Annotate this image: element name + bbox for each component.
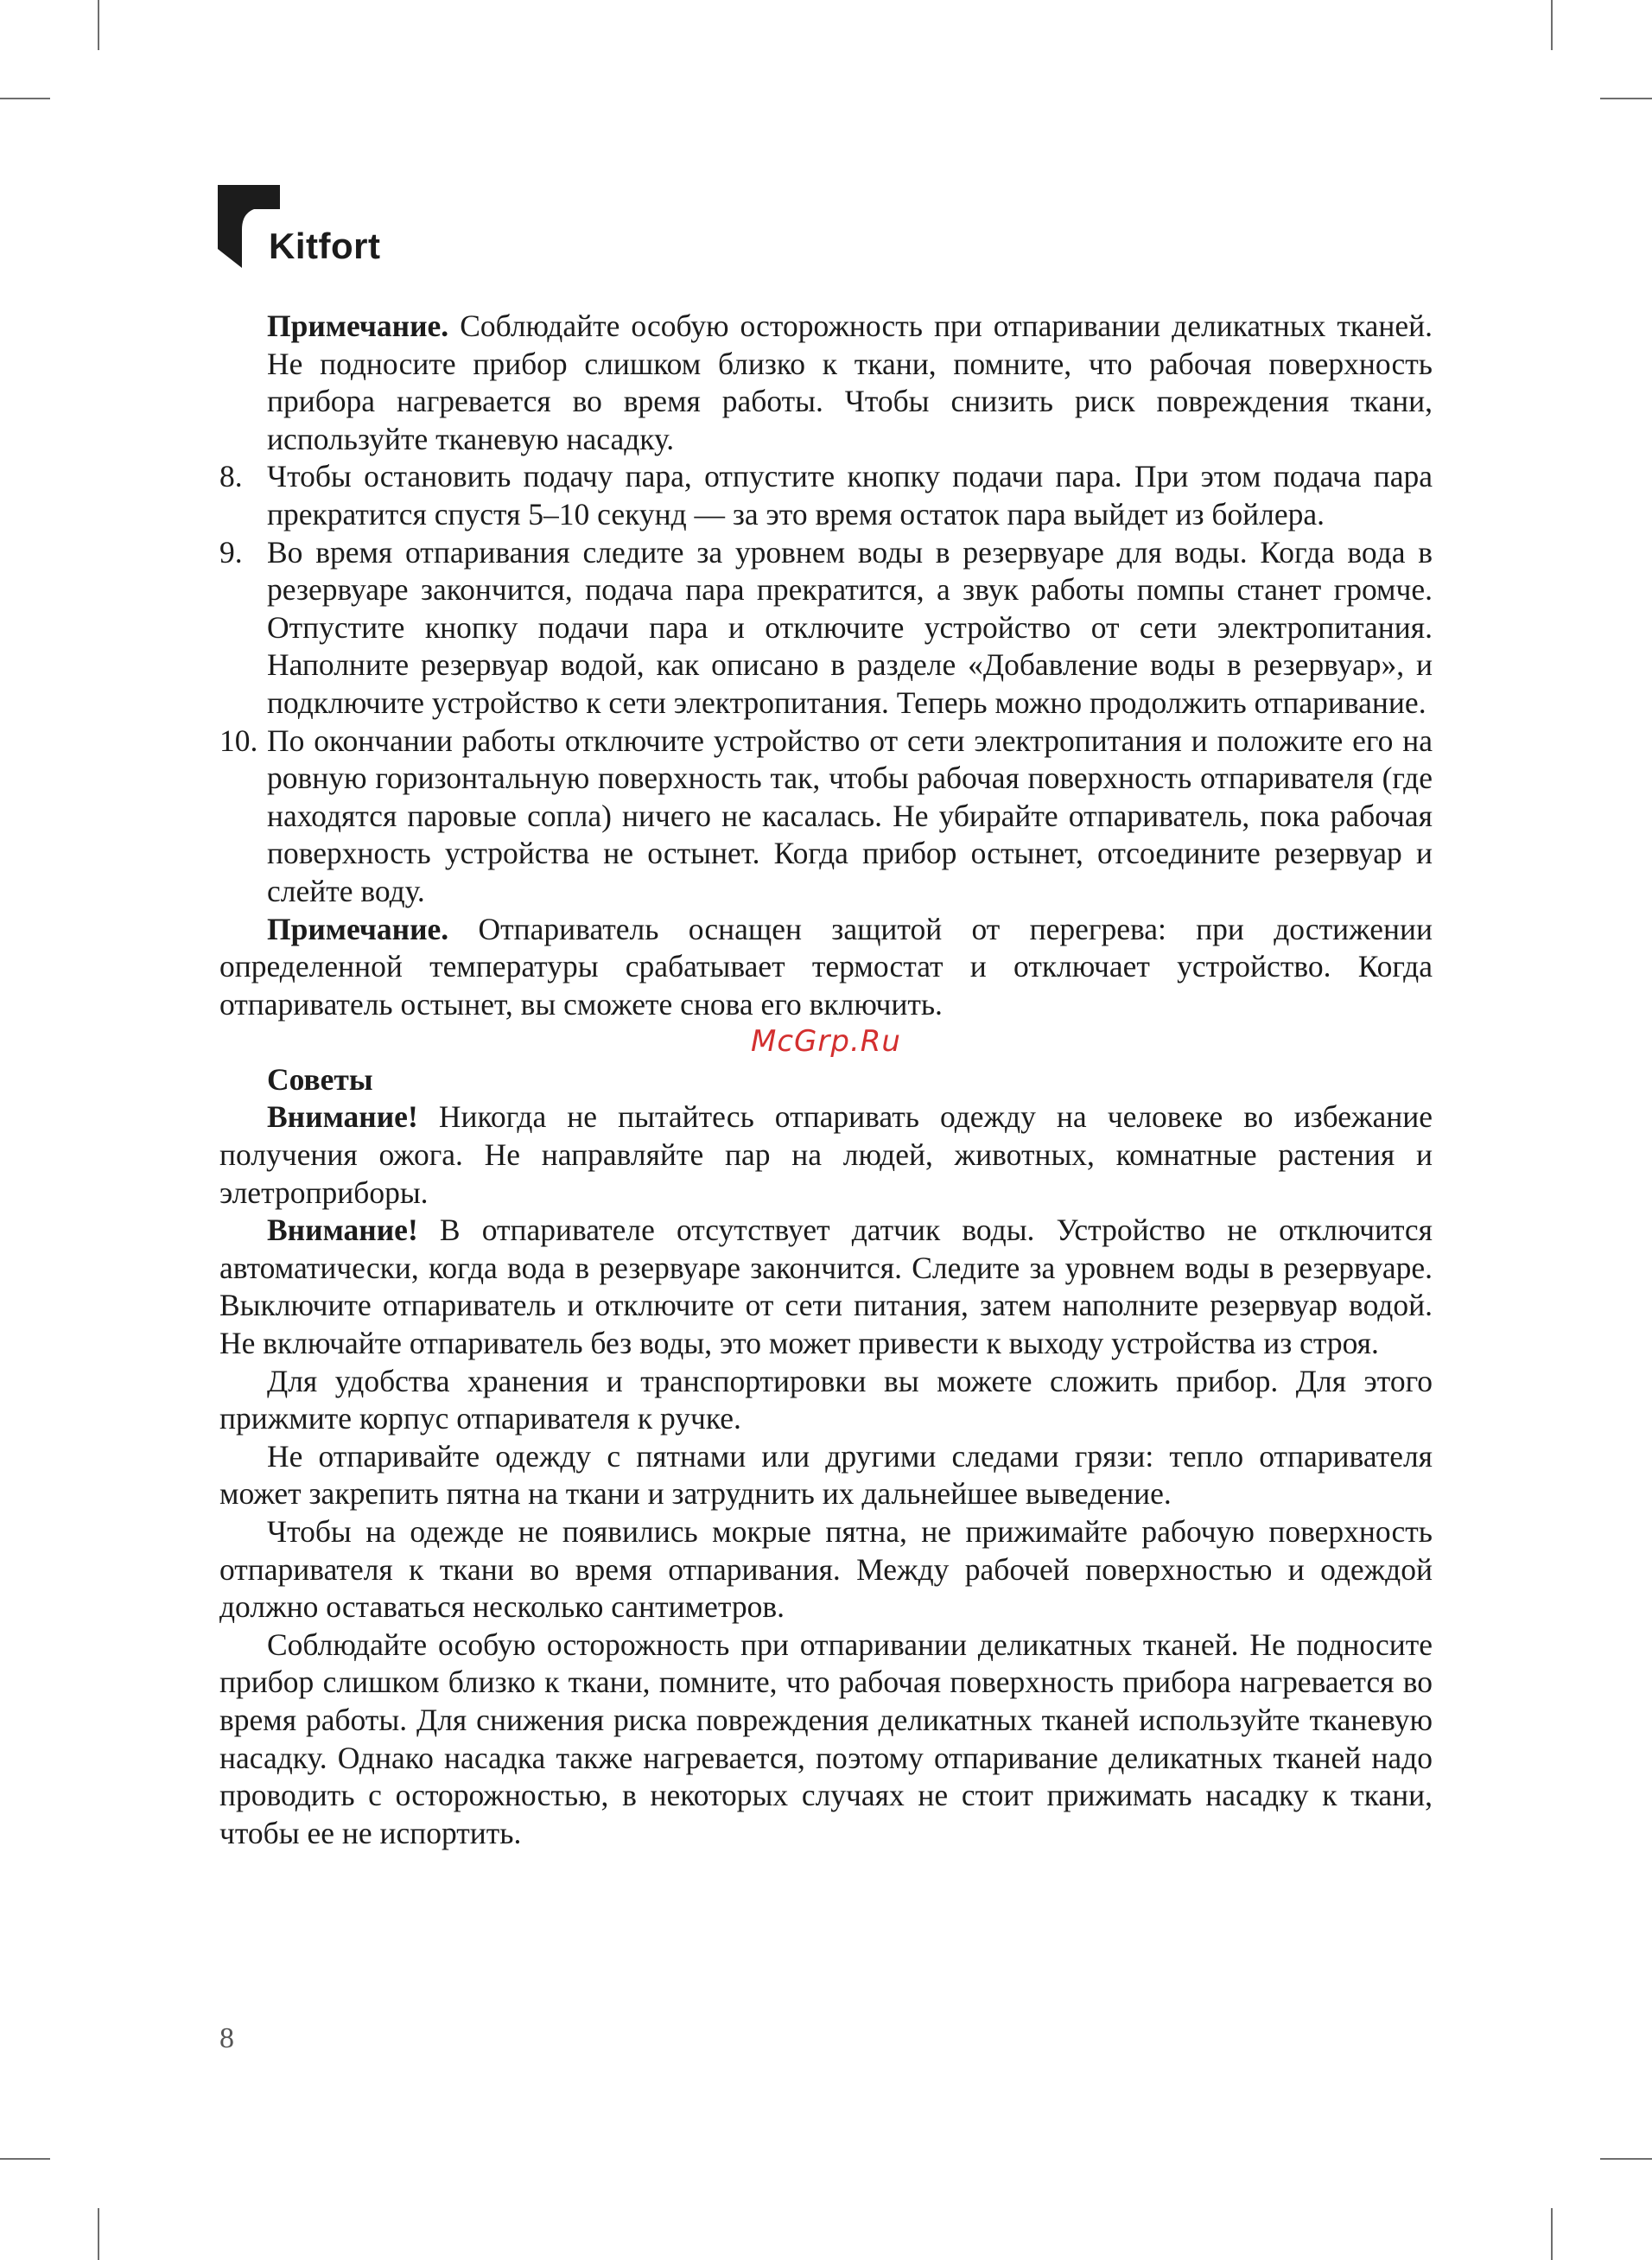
- step-item: [219, 458, 1433, 533]
- note-paragraph: [219, 911, 1433, 1024]
- brand-logo: [218, 185, 391, 271]
- tip-paragraph: Не отпаривайте одежду с пятнами или другими следами грязи: тепло отпаривателя может закрепить пятна на ткани и затруднить их дальнейшее выведение.: [219, 1438, 1433, 1512]
- tip-paragraph: Для удобства хранения и транспортировки вы можете сложить прибор. Для этого прижмите корпус отпаривателя к ручке.: [219, 1363, 1433, 1436]
- step-item: [219, 723, 1433, 911]
- crop-mark: [1551, 2208, 1553, 2260]
- step-text: Во время отпаривания следите за уровнем воды в резервуаре для воды. Когда вода в резервуаре закончится, подача пара прекратится, а звук работы помпы станет громче. Отпустите кнопку подачи пара и отключите устройство от сети электропитания. Наполните резервуар водой, как описано в разделе «Добавление воды в резервуар», и подключите устройство к сети электропитания. Теперь можно продолжить отпаривание.: [267, 534, 1433, 720]
- step-item: [219, 534, 1433, 723]
- warning-text: В отпаривателе отсутствует датчик воды. Устройство не отключится автоматически, когда вода в резервуаре закончится. Следите за уровнем воды в резервуаре. Выключите отпариватель и отключите от сети питания, затем наполните резервуар водой. Не включайте отпариватель без воды, это может привести к выходу устройства из строя.: [219, 1213, 1433, 1361]
- warning-label: Внимание!: [267, 1099, 418, 1135]
- step-number: 9.: [219, 534, 243, 570]
- crop-mark: [98, 0, 99, 50]
- step-number: 10.: [219, 723, 258, 758]
- crop-mark: [0, 2158, 50, 2160]
- tip-paragraph: Соблюдайте особую осторожность при отпаривании деликатных тканей. Не подносите прибор слишком близко к ткани, помните, что рабочая поверхность прибора нагревается во время работы. Для снижения риска повреждения деликатных тканей используйте тканевую насадку. Однако насадка также нагревается, поэтому отпаривание деликатных тканей надо проводить с осторожностью, в некоторых случаях не стоит прижимать насадку к ткани, чтобы ее не испортить.: [219, 1627, 1433, 1850]
- warning-text: Никогда не пытайтесь отпаривать одежду на человеке во избежание получения ожога. Не направляйте пар на людей, животных, комнатные растения и элетроприборы.: [219, 1099, 1433, 1210]
- page-content: [219, 308, 1433, 1852]
- crop-mark: [1551, 0, 1553, 50]
- tip-paragraph: Чтобы на одежде не появились мокрые пятна, не прижимайте рабочую поверхность отпаривателя к ткани во время отпаривания. Между рабочей поверхностью и одеждой должно оставаться несколько сантиметров.: [219, 1514, 1433, 1625]
- step-text: По окончании работы отключите устройство от сети электропитания и положите его на ровную горизонтальную поверхность так, чтобы рабочая поверхность отпаривателя (где находятся паровые сопла) ничего не касалась. Не убирайте отпариватель, пока рабочая поверхность устройства не остынет. Когда прибор остынет, отсоедините резервуар и слейте воду.: [267, 723, 1433, 908]
- watermark: McGrp.Ru: [751, 1024, 901, 1060]
- page-number: 8: [219, 2022, 234, 2054]
- note-text: Отпариватель оснащен защитой от перегрева: при достижении определенной температуры срабатывает термостат и отключает устройство. Когда отпариватель остынет, вы сможете снова его включить.: [219, 911, 1433, 1022]
- warning-label: Внимание!: [267, 1213, 418, 1248]
- crop-mark: [1600, 2158, 1652, 2160]
- crop-mark: [0, 98, 50, 99]
- note-label: Примечание.: [267, 911, 449, 946]
- step-number: 8.: [219, 459, 243, 494]
- warning-paragraph: [219, 1098, 1433, 1212]
- crop-mark: [1600, 98, 1652, 99]
- section-heading: Советы: [267, 1061, 373, 1097]
- note-text: Соблюдайте особую осторожность при отпаривании деликатных тканей. Не подносите прибор слишком близко к ткани, помните, что рабочая поверхность прибора нагревается во время работы. Чтобы снизить риск повреждения ткани, используйте тканевую насадку.: [267, 309, 1433, 456]
- note-label: Примечание.: [267, 309, 449, 343]
- brand-name: Kitfort: [269, 226, 381, 266]
- note-paragraph: [219, 308, 1433, 458]
- crop-mark: [98, 2208, 99, 2260]
- step-text: Чтобы остановить подачу пара, отпустите кнопку подачи пара. При этом подача пара прекратится спустя 5–10 секунд — за это время остаток пара выйдет из бойлера.: [267, 459, 1433, 532]
- warning-paragraph: [219, 1212, 1433, 1362]
